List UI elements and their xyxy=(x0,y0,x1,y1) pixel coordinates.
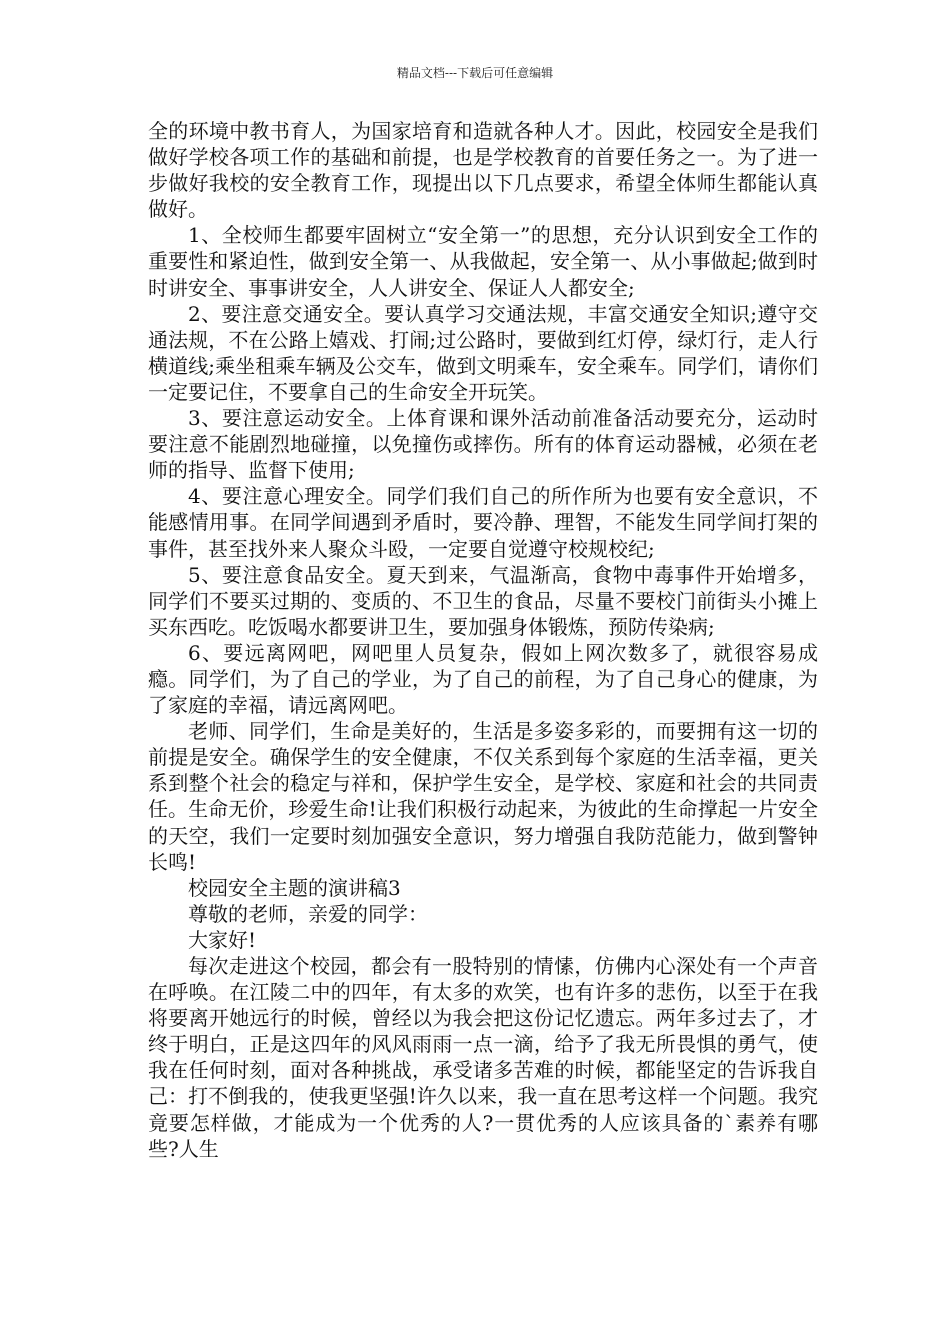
greeting: 大家好! xyxy=(188,927,257,952)
paragraph-point-4: 4、要注意心理安全。同学们我们自己的所作所为也要有安全意识，不能感情用事。在同学间遇到矛盾时，要冷静、理智，不能发生同学间打架的事件，甚至找外来人聚众斗殴，一定要自觉遵守校规校纪; xyxy=(148,484,818,561)
paragraph-point-5: 5、要注意食品安全。夏天到来，气温渐高，食物中毒事件开始增多，同学们不要买过期的、变质的、不卫生的食品，尽量不要校门前街头小摊上买东西吃。吃饭喝水都要讲卫生，要加强身体锻炼，预防传染病; xyxy=(148,562,818,639)
paragraph-point-3: 3、要注意运动安全。上体育课和课外活动前准备活动要充分，运动时要注意不能剧烈地碰撞，以免撞伤或摔伤。所有的体育运动器械，必须在老师的指导、监督下使用; xyxy=(148,406,818,483)
paragraph-speech-body: 每次走进这个校园，都会有一股特别的情愫，仿佛内心深处有一个声音在呼唤。在江陵二中的四年，有太多的欢笑，也有许多的悲伤，以至于在我将要离开她远行的时候，曾经以为我会把这份记忆遗忘。两年多过去了，才终于明白，正是这四年的风风雨雨一点一滴，给予了我无所畏惧的勇气，使我在任何时刻，面对各种挑战，承受诸多苦难的时候，都能坚定的告诉我自己：打不倒我的，使我更坚强!许久以来，我一直在思考这样一个问题。我究竟要怎样做，才能成为一个优秀的人?一贯优秀的人应该具备的`素养有哪些?人生 xyxy=(148,954,818,1161)
document-body xyxy=(148,118,818,1162)
salutation: 尊敬的老师，亲爱的同学： xyxy=(188,901,428,926)
paragraph-point-2: 2、要注意交通安全。要认真学习交通法规，丰富交通安全知识;遵守交通法规，不在公路上嬉戏、打闹;过公路时，要做到红灯停，绿灯行，走人行横道线;乘坐租乘车辆及公交车，做到文明乘车，安全乘车。同学们，请你们一定要记住，不要拿自己的生命安全开玩笑。 xyxy=(148,301,818,404)
speech-title: 校园安全主题的演讲稿3 xyxy=(188,875,401,900)
paragraph-point-1: 1、全校师生都要牢固树立“安全第一”的思想，充分认识到安全工作的重要性和紧迫性，做到安全第一、从我做起，安全第一、从小事做起;做到时时讲安全、事事讲安全，人人讲安全、保证人人都安全; xyxy=(148,223,818,300)
page-header: 精品文档---下载后可任意编辑 xyxy=(396,66,554,80)
paragraph-point-6: 6、要远离网吧，网吧里人员复杂，假如上网次数多了，就很容易成瘾。同学们，为了自己的学业，为了自己的前程，为了自己身心的健康，为了家庭的幸福，请远离网吧。 xyxy=(148,640,818,718)
paragraph-conclusion: 老师、同学们，生命是美好的，生活是多姿多彩的，而要拥有这一切的前提是安全。确保学生的安全健康，不仅关系到每个家庭的生活幸福，更关系到整个社会的稳定与祥和，保护学生安全，是学校、家庭和社会的共同责任。生命无价，珍爱生命!让我们积极行动起来，为彼此的生命撑起一片安全的天空，我们一定要时刻加强安全意识，努力增强自我防范能力，做到警钟长鸣! xyxy=(148,719,818,874)
paragraph-intro-continuation: 全的环境中教书育人，为国家培育和造就各种人才。因此，校园安全是我们做好学校各项工作的基础和前提，也是学校教育的首要任务之一。为了进一步做好我校的安全教育工作，现提出以下几点要求，希望全体师生都能认真做好。 xyxy=(148,119,818,222)
